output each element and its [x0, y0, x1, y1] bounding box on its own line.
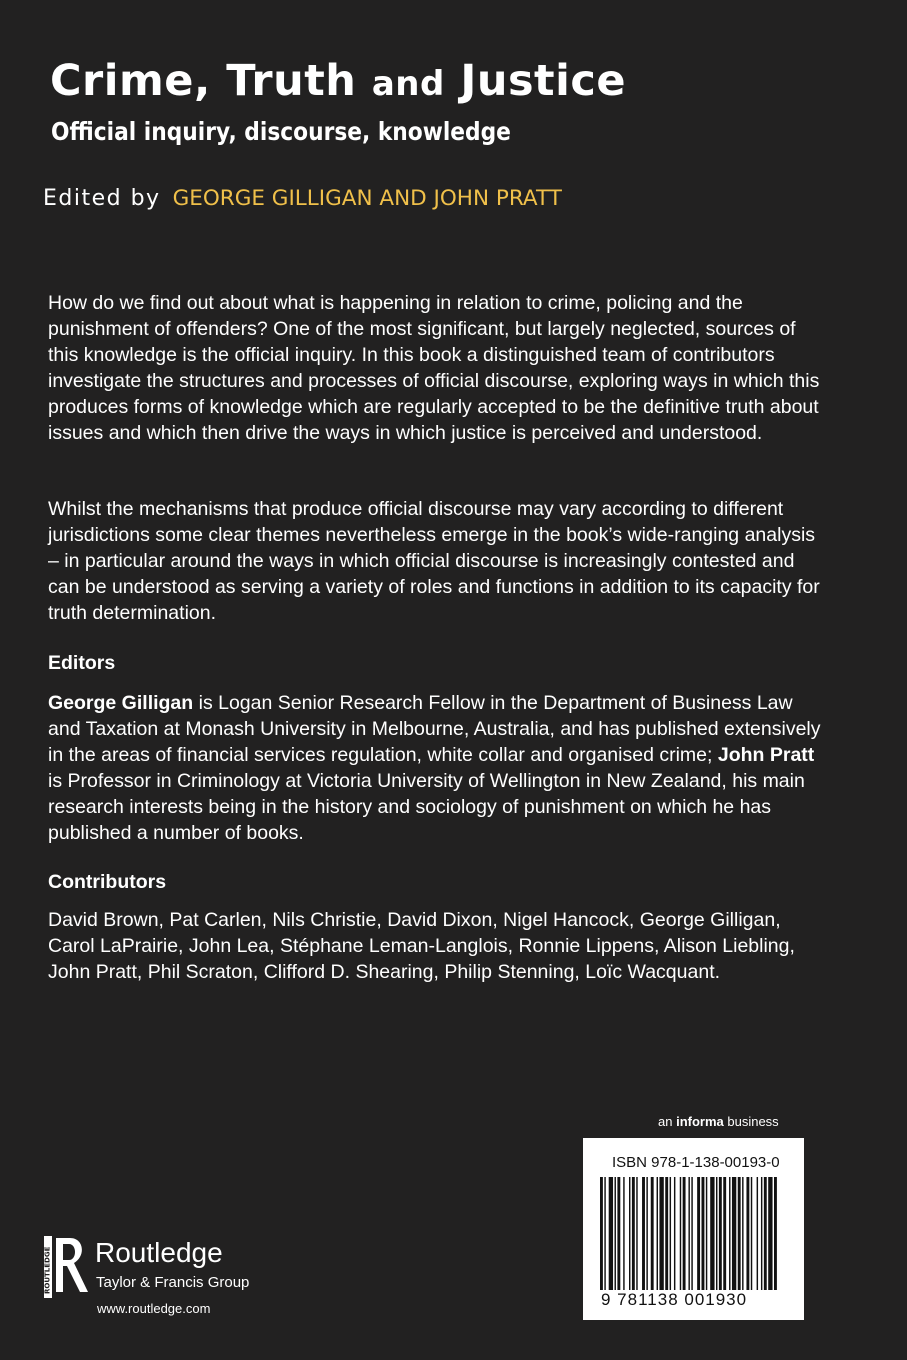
- publisher-url[interactable]: www.routledge.com: [97, 1301, 211, 1316]
- barcode-bar: [729, 1177, 730, 1290]
- editor-bio-gilligan: is Logan Senior Research Fellow in the Department of Business Law and Taxation at Monash University in Melbourne, Australia, and has published extensively in the areas of financial services regulation, white collar and organised crime;: [48, 692, 821, 766]
- barcode-bar: [691, 1177, 692, 1290]
- barcode-bar: [719, 1177, 722, 1290]
- barcode-bar: [697, 1177, 700, 1290]
- book-title: [50, 56, 626, 106]
- barcode-bar: [723, 1177, 726, 1290]
- publisher-group: Taylor & Francis Group: [96, 1274, 250, 1291]
- barcode-icon: [600, 1177, 790, 1290]
- barcode-bar: [764, 1177, 767, 1290]
- editor-name-pratt: John Pratt: [717, 744, 815, 766]
- editor-name-gilligan: George Gilligan: [48, 692, 194, 714]
- barcode-bar: [642, 1177, 645, 1290]
- barcode-bar: [617, 1177, 620, 1290]
- editors-bio: [48, 690, 823, 846]
- barcode-bar: [600, 1177, 603, 1290]
- title-part-1: Crime, Truth: [50, 56, 357, 106]
- routledge-logo-icon: [44, 1236, 90, 1298]
- barcode-bar: [738, 1177, 741, 1290]
- barcode-bar: [774, 1177, 777, 1290]
- isbn-text: ISBN 978-1-138-00193-0: [612, 1154, 780, 1171]
- barcode-bar: [683, 1177, 686, 1290]
- barcode-bar: [636, 1177, 637, 1290]
- barcode-bar: [609, 1177, 613, 1290]
- contributors-heading: Contributors: [48, 871, 167, 893]
- barcode-bar: [761, 1177, 762, 1290]
- barcode-bar: [665, 1177, 668, 1290]
- barcode-bar: [742, 1177, 743, 1290]
- informa-pre: an: [658, 1114, 677, 1129]
- blurb-paragraph-2: Whilst the mechanisms that produce official discourse may vary according to different jurisdictions some clear themes nevertheless emerge in the book’s wide-ranging analysis – in particular around the ways in which official discourse is increasingly contested and can be understood as serving a variety of roles and functions in addition to its capacity for truth determination.: [48, 498, 820, 624]
- barcode-bar: [751, 1177, 752, 1290]
- contributors-list: David Brown, Pat Carlen, Nils Christie, David Dixon, Nigel Hancock, George Gilligan, Carol LaPrairie, John Lea, Stéphane Leman-Langlois, Ronnie Lippens, Alison Liebling, John Pratt, Phil Scraton, Clifford D. Shearing, Philip Stenning, Loïc Wacquant.: [48, 909, 795, 983]
- editor-names: GEORGE GILLIGAN AND JOHN PRATT: [172, 186, 562, 211]
- barcode-bar: [623, 1177, 624, 1290]
- title-and: and: [371, 64, 445, 104]
- barcode-bar: [632, 1177, 635, 1290]
- barcode-bar: [646, 1177, 647, 1290]
- barcode-bar: [651, 1177, 654, 1290]
- barcode-bar: [702, 1177, 705, 1290]
- edited-by-line: [43, 186, 562, 211]
- barcode-bar: [706, 1177, 707, 1290]
- book-subtitle: Official inquiry, discourse, knowledge: [51, 117, 511, 146]
- barcode-bar: [732, 1177, 736, 1290]
- barcode-bar: [710, 1177, 714, 1290]
- barcode-bar: [716, 1177, 717, 1290]
- publisher-name: Routledge: [95, 1237, 223, 1268]
- informa-tagline: [658, 1114, 779, 1129]
- barcode-bar: [629, 1177, 630, 1290]
- barcode-bar: [746, 1177, 749, 1290]
- barcode-bar: [680, 1177, 681, 1290]
- title-part-2: Justice: [460, 56, 626, 106]
- blurb-paragraph-1: How do we find out about what is happening in relation to crime, policing and the punishment of offenders? One of the most significant, but largely neglected, sources of this knowledge is the official inquiry. In this book a distinguished team of contributors investigate the structures and processes of official discourse, exploring ways in which this produces forms of knowledge which are regularly accepted to be the definitive truth about issues and which then drive the ways in which justice is perceived and understood.: [48, 292, 820, 444]
- informa-post: business: [723, 1114, 779, 1129]
- barcode-bar: [657, 1177, 658, 1290]
- barcode-bar: [757, 1177, 758, 1290]
- edited-by-label: Edited by: [43, 186, 161, 211]
- logo-vertical-text: ROUTLEDGE: [44, 1246, 52, 1294]
- barcode-bar: [768, 1177, 772, 1290]
- editors-heading: Editors: [48, 652, 116, 674]
- barcode-bar: [688, 1177, 689, 1290]
- editor-bio-pratt: is Professor in Criminology at Victoria University of Wellington in New Zealand, his main research interests being in the history and sociology of punishment on which he has published a number of books.: [48, 770, 805, 844]
- informa-brand: informa: [676, 1114, 724, 1129]
- barcode-bar: [604, 1177, 605, 1290]
- barcode-digits: 9 781138 001930: [601, 1290, 748, 1309]
- barcode-bar: [659, 1177, 663, 1290]
- barcode-bar: [670, 1177, 671, 1290]
- barcode-bar: [674, 1177, 675, 1290]
- barcode-bar: [615, 1177, 616, 1290]
